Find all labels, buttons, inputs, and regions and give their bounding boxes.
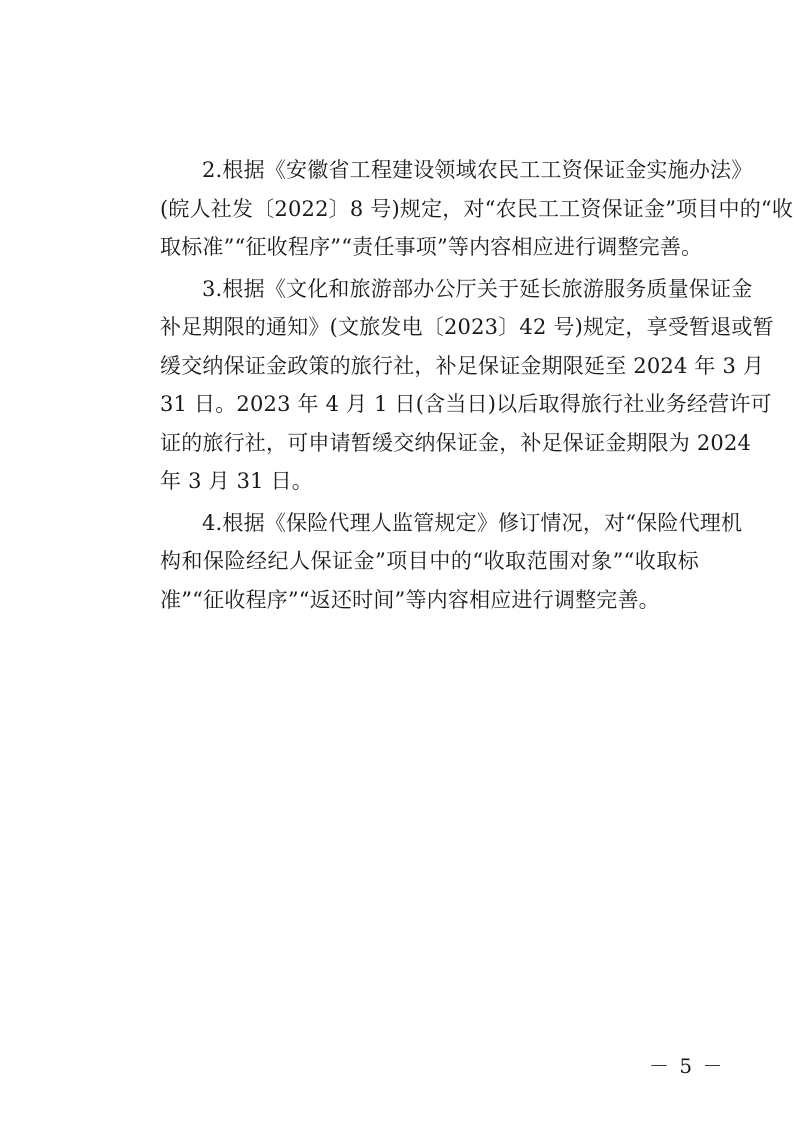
paragraph-line: 证的旅行社，可申请暂缓交纳保证金，补足保证金期限为 2024: [160, 430, 752, 455]
document-body: [118, 151, 794, 619]
paragraph-item-4: [118, 504, 743, 620]
paragraph-line: 缓交纳保证金政策的旅行社，补足保证金期限延至 2024 年 3 月: [160, 353, 765, 378]
paragraph-line: 构和保险经纪人保证金”项目中的“收取范围对象”“收取标: [160, 549, 699, 573]
paragraph-item-3: [118, 270, 774, 501]
page-number: － 5 －: [649, 1054, 725, 1078]
paragraph-line: 2.根据《安徽省工程建设领域农民工工资保证金实施办法》: [202, 158, 753, 182]
paragraph-line: 3.根据《文化和旅游部办公厅关于延长旅游服务质量保证金: [202, 276, 753, 301]
paragraph-line: (皖人社发〔2022〕8 号)规定，对“农民工工资保证金”项目中的“收: [160, 196, 794, 221]
paragraph-line: 31 日。2023 年 4 月 1 日(含当日)以后取得旅行社业务经营许可: [160, 392, 772, 416]
paragraph-line: 取标准”“征收程序”“责任事项”等内容相应进行调整完善。: [160, 235, 703, 259]
paragraph-line: 4.根据《保险代理人监管规定》修订情况，对“保险代理机: [202, 510, 743, 535]
paragraph-line: 年 3 月 31 日。: [160, 469, 313, 493]
paragraph-line: 准”“征收程序”“返还时间”等内容相应进行调整完善。: [160, 587, 660, 612]
paragraph-item-2: [118, 151, 794, 267]
paragraph-line: 补足期限的通知》(文旅发电〔2023〕42 号)规定，享受暂退或暂: [160, 315, 774, 339]
